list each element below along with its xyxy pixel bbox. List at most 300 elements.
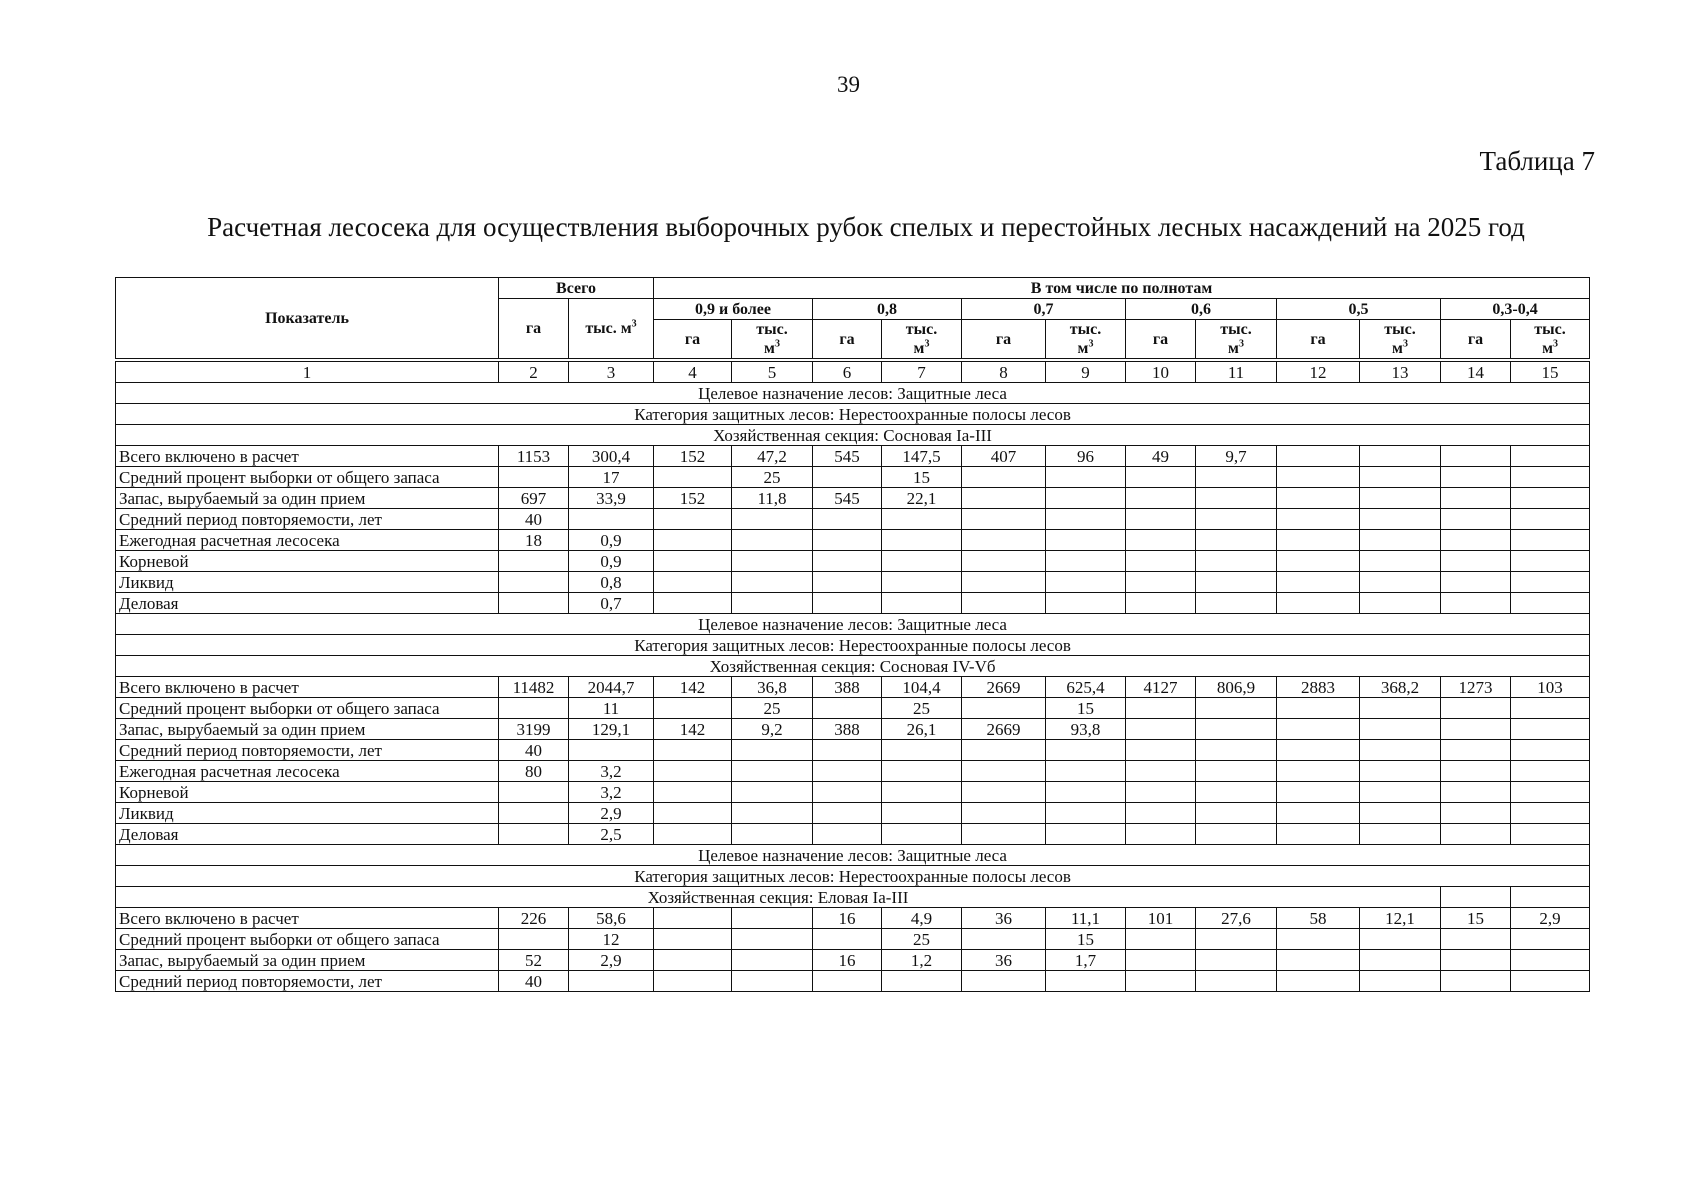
section-section: Хозяйственная секция: Еловая Ia-III [116,887,1441,908]
row-label: Средний период повторяемости, лет [116,740,499,761]
table-cell [654,509,732,530]
table-cell [1046,467,1126,488]
table-cell [1046,761,1126,782]
table-cell [1360,467,1441,488]
header-total-ha: га [499,299,569,359]
table-cell [1126,929,1196,950]
table-row [116,782,1590,803]
table-cell [1441,971,1511,992]
row-label: Ликвид [116,572,499,593]
table-cell [1126,950,1196,971]
empty-cell [1441,887,1511,908]
table-cell [732,929,813,950]
table-cell [1360,950,1441,971]
table-cell [1046,530,1126,551]
table-cell [813,824,882,845]
table-cell [1441,488,1511,509]
table-cell: 49 [1126,446,1196,467]
table-cell: 3,2 [569,782,654,803]
section-purpose: Целевое назначение лесов: Защитные леса [116,845,1590,866]
column-number: 13 [1360,362,1441,383]
table-cell: 2,9 [569,950,654,971]
table-cell [1046,593,1126,614]
table-cell [654,761,732,782]
table-cell [1126,467,1196,488]
row-label: Ежегодная расчетная лесосека [116,761,499,782]
table-cell [1511,488,1590,509]
table-cell [1277,530,1360,551]
table-cell: 40 [499,509,569,530]
table-cell: 147,5 [882,446,962,467]
table-cell [1360,761,1441,782]
table-cell [813,467,882,488]
table-cell [882,803,962,824]
table-cell [654,551,732,572]
row-label: Средний период повторяемости, лет [116,971,499,992]
table-cell [1196,572,1277,593]
table-cell: 0,9 [569,551,654,572]
header-total-thous-m3: тыс. $м^3$ [569,299,654,359]
table-cell [1277,950,1360,971]
section-purpose-row [116,845,1590,866]
row-label: Всего включено в расчет [116,446,499,467]
table-cell [1277,509,1360,530]
table-cell [962,929,1046,950]
header-density-ha: га [813,320,882,359]
table-cell: 388 [813,677,882,698]
document-title: Расчетная лесосека для осуществления выборочных рубок спелых и перестойных лесных насаждений на 2025 год [207,212,1525,242]
table-cell [732,782,813,803]
row-label: Средний процент выборки от общего запаса [116,698,499,719]
table-cell [1441,551,1511,572]
table-cell [1277,572,1360,593]
section-purpose: Целевое назначение лесов: Защитные леса [116,383,1590,404]
section-purpose-row [116,383,1590,404]
section-purpose: Целевое назначение лесов: Защитные леса [116,614,1590,635]
column-number: 5 [732,362,813,383]
table-cell [1441,593,1511,614]
table-row [116,446,1590,467]
column-number: 14 [1441,362,1511,383]
table-cell [654,467,732,488]
table-cell [813,530,882,551]
table-cell: 1,7 [1046,950,1126,971]
table-cell: 152 [654,488,732,509]
table-cell [1360,593,1441,614]
table-cell [732,530,813,551]
table-cell [1360,488,1441,509]
table-cell: 52 [499,950,569,971]
row-label: Запас, вырубаемый за один прием [116,488,499,509]
column-number-row [116,362,1590,383]
table-cell [1196,698,1277,719]
table-cell [1441,782,1511,803]
table-cell: 58,6 [569,908,654,929]
table-cell [1196,488,1277,509]
table-cell [732,593,813,614]
table-cell [1360,719,1441,740]
table-cell [1126,740,1196,761]
table-cell [882,551,962,572]
table-cell: 11 [569,698,654,719]
row-label: Корневой [116,551,499,572]
table-cell [569,740,654,761]
table-cell [962,509,1046,530]
table-cell: 11,8 [732,488,813,509]
table-cell [962,803,1046,824]
table-cell [654,824,732,845]
table-cell [1360,929,1441,950]
table-cell [813,803,882,824]
table-cell [1277,824,1360,845]
table-cell [1126,698,1196,719]
table-cell [813,782,882,803]
section-section-row [116,656,1590,677]
table-cell [1360,803,1441,824]
table-cell [1441,803,1511,824]
table-cell [962,971,1046,992]
table-cell [1441,698,1511,719]
table-cell [569,509,654,530]
table-cell: 36 [962,950,1046,971]
table-cell [1196,509,1277,530]
section-section: Хозяйственная секция: Сосновая IV-Vб [116,656,1590,677]
table-cell [1511,929,1590,950]
table-cell [1196,719,1277,740]
table-cell [499,929,569,950]
table-cell: 17 [569,467,654,488]
column-number: 2 [499,362,569,383]
table-cell [962,467,1046,488]
table-cell [1511,719,1590,740]
table-cell: 16 [813,908,882,929]
row-label: Деловая [116,593,499,614]
column-number: 7 [882,362,962,383]
superscript-3: 3 [1552,338,1558,350]
table-cell [1196,824,1277,845]
header-indicator: Показатель [116,278,499,359]
table-cell: 2669 [962,677,1046,698]
table-cell: 11482 [499,677,569,698]
table-row [116,740,1590,761]
table-cell: 545 [813,446,882,467]
page-number: 39 [837,72,860,97]
table-cell [1441,950,1511,971]
table-cell [1196,803,1277,824]
section-category: Категория защитных лесов: Нерестоохранные полосы лесов [116,404,1590,425]
table-cell [882,971,962,992]
section-category-row [116,404,1590,425]
header-density-0: 0,9 и более [654,299,813,320]
table-cell: 18 [499,530,569,551]
table-cell: 96 [1046,446,1126,467]
table-cell [1046,740,1126,761]
superscript-3: 3 [1238,338,1244,350]
column-number: 12 [1277,362,1360,383]
table-cell [1196,761,1277,782]
table-cell [654,740,732,761]
table-cell [1511,740,1590,761]
table-cell [882,530,962,551]
table-row [116,572,1590,593]
table-cell: 2,9 [1511,908,1590,929]
table-cell [882,824,962,845]
table-cell: 26,1 [882,719,962,740]
table-cell [882,593,962,614]
felling-table [115,277,1590,992]
table-cell [813,593,882,614]
table-cell [1046,782,1126,803]
table-cell: 2,5 [569,824,654,845]
row-label: Средний процент выборки от общего запаса [116,929,499,950]
row-label: Запас, вырубаемый за один прием [116,950,499,971]
table-cell [1511,551,1590,572]
table-row [116,509,1590,530]
table-cell [1511,971,1590,992]
row-label: Средний процент выборки от общего запаса [116,467,499,488]
table-cell: 15 [882,467,962,488]
table-cell [1126,803,1196,824]
table-cell [1511,698,1590,719]
table-cell [1126,824,1196,845]
table-row [116,698,1590,719]
table-cell [813,929,882,950]
table-cell [1277,467,1360,488]
table-cell: 2883 [1277,677,1360,698]
table-cell: 11,1 [1046,908,1126,929]
table-cell: 1,2 [882,950,962,971]
table-cell: 0,9 [569,530,654,551]
table-cell [1360,530,1441,551]
table-cell [732,740,813,761]
header-density-4: 0,5 [1277,299,1441,320]
table-cell [1196,551,1277,572]
table-cell [732,950,813,971]
table-cell [1441,467,1511,488]
superscript-3: 3 [924,338,930,350]
table-cell: 2044,7 [569,677,654,698]
table-cell: 80 [499,761,569,782]
table-cell: 142 [654,677,732,698]
table-row [116,929,1590,950]
row-label: Корневой [116,782,499,803]
column-number: 1 [116,362,499,383]
table-cell [882,782,962,803]
row-label: Запас, вырубаемый за один прием [116,719,499,740]
table-cell [962,740,1046,761]
table-cell [499,782,569,803]
table-cell [654,593,732,614]
column-number: 6 [813,362,882,383]
superscript-3: 3 [631,318,637,330]
table-cell [1277,446,1360,467]
table-cell [962,572,1046,593]
table-cell: 40 [499,740,569,761]
table-cell [1360,446,1441,467]
table-cell [1360,782,1441,803]
table-cell [1441,572,1511,593]
table-cell [1277,971,1360,992]
table-cell [654,908,732,929]
table-cell [1126,551,1196,572]
table-cell: 12 [569,929,654,950]
table-cell [732,551,813,572]
table-cell [654,572,732,593]
table-cell [1126,509,1196,530]
table-cell [1046,488,1126,509]
table-cell: 0,7 [569,593,654,614]
table-cell: 25 [882,929,962,950]
table-cell [813,740,882,761]
table-cell [962,593,1046,614]
row-label: Ликвид [116,803,499,824]
section-category-row [116,635,1590,656]
table-cell: 47,2 [732,446,813,467]
table-cell: 25 [732,467,813,488]
table-cell [732,824,813,845]
header-density-ha: га [1441,320,1511,359]
table-cell: 697 [499,488,569,509]
column-number: 3 [569,362,654,383]
table-cell [1046,971,1126,992]
table-cell: 142 [654,719,732,740]
header-density-ha: га [654,320,732,359]
table-cell [1277,698,1360,719]
table-cell: 2669 [962,719,1046,740]
table-row [116,761,1590,782]
table-cell [813,551,882,572]
table-cell: 33,9 [569,488,654,509]
table-cell [1360,824,1441,845]
table-cell [1046,824,1126,845]
table-cell [813,572,882,593]
header-density-2: 0,7 [962,299,1126,320]
table-cell: 15 [1441,908,1511,929]
table-cell [1277,551,1360,572]
table-cell [732,971,813,992]
header-density-thous-m3: тыс. $м^3$ [1360,320,1441,359]
row-label: Ежегодная расчетная лесосека [116,530,499,551]
table-cell [1196,782,1277,803]
header-density-ha: га [1277,320,1360,359]
table-cell [1126,782,1196,803]
table-cell [732,509,813,530]
table-cell: 368,2 [1360,677,1441,698]
table-cell [1360,740,1441,761]
table-cell [1511,530,1590,551]
table-cell: 40 [499,971,569,992]
header-density-3: 0,6 [1126,299,1277,320]
table-cell [813,761,882,782]
section-section-row [116,425,1590,446]
table-cell: 2,9 [569,803,654,824]
table-cell [882,740,962,761]
table-row [116,677,1590,698]
table-cell [1511,824,1590,845]
table-cell [1441,719,1511,740]
table-cell [1441,530,1511,551]
row-label: Всего включено в расчет [116,677,499,698]
table-cell [1196,740,1277,761]
table-cell [499,467,569,488]
column-number: 15 [1511,362,1590,383]
table-cell [1196,950,1277,971]
superscript-3: 3 [1088,338,1094,350]
table-cell [654,950,732,971]
empty-cell [1511,887,1590,908]
table-row [116,488,1590,509]
table-cell: 93,8 [1046,719,1126,740]
table-cell: 101 [1126,908,1196,929]
table-cell [1277,803,1360,824]
table-cell [732,803,813,824]
table-cell [1511,446,1590,467]
table-cell [499,824,569,845]
table-cell: 4,9 [882,908,962,929]
table-cell: 407 [962,446,1046,467]
column-number: 8 [962,362,1046,383]
table-row [116,803,1590,824]
table-cell: 4127 [1126,677,1196,698]
table-cell [654,929,732,950]
table-cell [1511,509,1590,530]
table-cell: 1153 [499,446,569,467]
table-cell [813,971,882,992]
table-cell: 625,4 [1046,677,1126,698]
table-cell [1511,467,1590,488]
column-number: 4 [654,362,732,383]
table-cell [569,971,654,992]
table-cell [1511,950,1590,971]
table-cell: 9,7 [1196,446,1277,467]
table-cell [1441,761,1511,782]
row-label: Средний период повторяемости, лет [116,509,499,530]
table-cell [1441,929,1511,950]
table-cell: 27,6 [1196,908,1277,929]
table-cell [654,782,732,803]
table-cell [1360,509,1441,530]
table-cell [813,698,882,719]
table-cell [1126,971,1196,992]
table-cell [962,782,1046,803]
header-density-ha: га [1126,320,1196,359]
header-density-ha: га [962,320,1046,359]
table-cell: 36,8 [732,677,813,698]
table-cell [732,572,813,593]
table-row [116,908,1590,929]
table-row [116,824,1590,845]
table-cell [1126,488,1196,509]
header-by-density: В том числе по полнотам [654,278,1590,299]
table-cell: 152 [654,446,732,467]
column-number: 10 [1126,362,1196,383]
table-cell: 25 [882,698,962,719]
table-cell [962,761,1046,782]
table-cell: 1273 [1441,677,1511,698]
section-purpose-row [116,614,1590,635]
table-cell [1046,803,1126,824]
section-category: Категория защитных лесов: Нерестоохранные полосы лесов [116,635,1590,656]
table-cell [1196,971,1277,992]
table-cell [1126,572,1196,593]
section-section-row [116,887,1590,908]
table-cell [1360,971,1441,992]
table-cell [962,530,1046,551]
superscript-3: 3 [774,338,780,350]
section-category-row [116,866,1590,887]
table-cell: 36 [962,908,1046,929]
table-cell [499,698,569,719]
